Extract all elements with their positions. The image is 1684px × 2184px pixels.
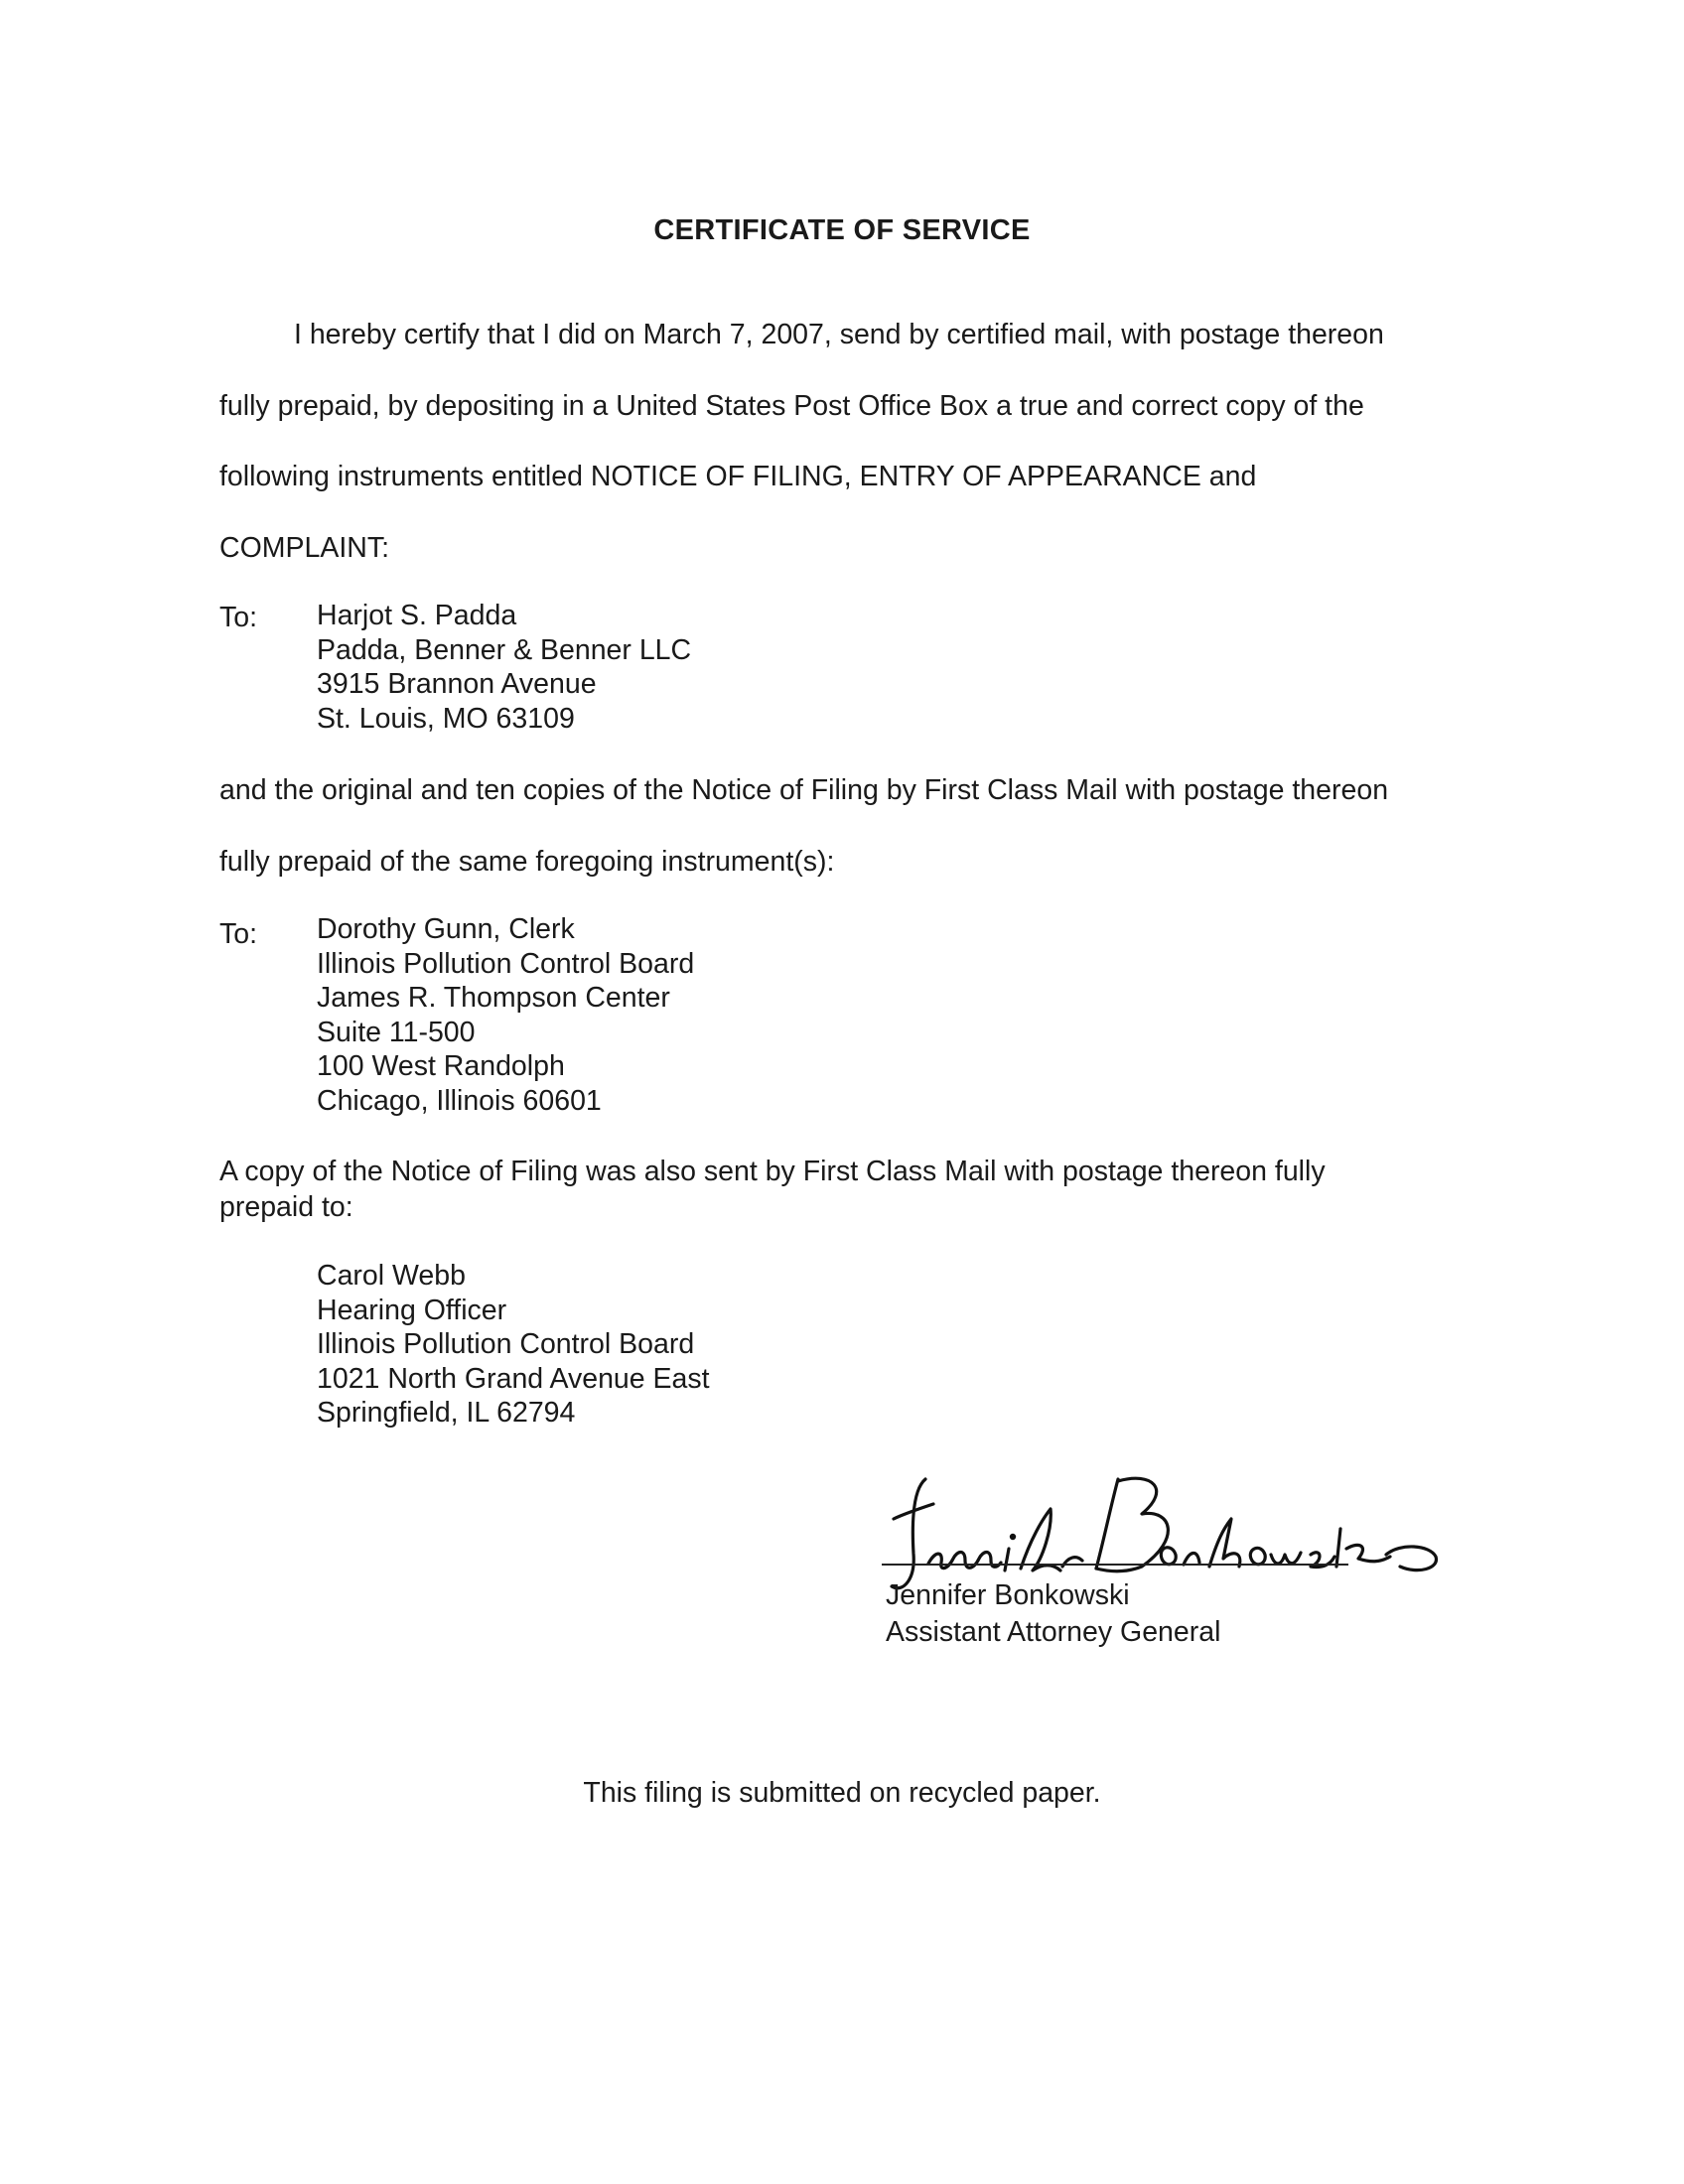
recipient3-line: 1021 North Grand Avenue East — [317, 1362, 710, 1395]
document-title: CERTIFICATE OF SERVICE — [653, 214, 1031, 246]
recipient1-line: Padda, Benner & Benner LLC — [317, 633, 692, 666]
paragraph3-line2: prepaid to: — [219, 1191, 353, 1223]
recipient3-line: Illinois Pollution Control Board — [317, 1328, 695, 1360]
recipient2-to-label: To: — [219, 918, 258, 950]
recipient3-line: Springfield, IL 62794 — [317, 1397, 576, 1429]
recipient1-line: St. Louis, MO 63109 — [317, 702, 575, 735]
paragraph1-line4: COMPLAINT: — [219, 532, 390, 564]
paragraph1-line2: fully prepaid, by depositing in a United States Post Office Box a true and correct copy of the — [219, 390, 1364, 422]
recipient2-address — [317, 912, 694, 1118]
paragraph2-line1: and the original and ten copies of the Notice of Filing by First Class Mail with postage thereon — [219, 774, 1389, 806]
recipient2-line: James R. Thompson Center — [317, 982, 670, 1014]
recipient1-line: 3915 Brannon Avenue — [317, 668, 597, 700]
recipient1-to-label: To: — [219, 602, 258, 633]
paragraph3-line1: A copy of the Notice of Filing was also sent by First Class Mail with postage thereon fully — [219, 1156, 1326, 1187]
recipient2-line: Suite 11-500 — [317, 1016, 476, 1048]
recipient3-line: Hearing Officer — [317, 1294, 507, 1326]
signer-title: Assistant Attorney General — [886, 1616, 1221, 1648]
recipient3-address — [317, 1259, 710, 1431]
signature-line — [882, 1564, 1348, 1566]
recipient2-line: 100 West Randolph — [317, 1050, 565, 1082]
recipient1-address — [317, 599, 691, 736]
footer-note: This filing is submitted on recycled paper. — [583, 1777, 1101, 1809]
recipient3-line: Carol Webb — [317, 1260, 466, 1292]
recipient2-line: Illinois Pollution Control Board — [317, 947, 695, 980]
signer-name: Jennifer Bonkowski — [886, 1579, 1130, 1611]
recipient1-line: Harjot S. Padda — [317, 600, 517, 631]
paragraph1-line3: following instruments entitled NOTICE OF FILING, ENTRY OF APPEARANCE and — [219, 461, 1257, 492]
recipient2-line: Chicago, Illinois 60601 — [317, 1084, 602, 1117]
paragraph2-line2: fully prepaid of the same foregoing instrument(s): — [219, 846, 835, 878]
recipient2-line: Dorothy Gunn, Clerk — [317, 913, 575, 945]
paragraph1-line1: I hereby certify that I did on March 7, 2007, send by certified mail, with postage thereon — [294, 319, 1384, 350]
